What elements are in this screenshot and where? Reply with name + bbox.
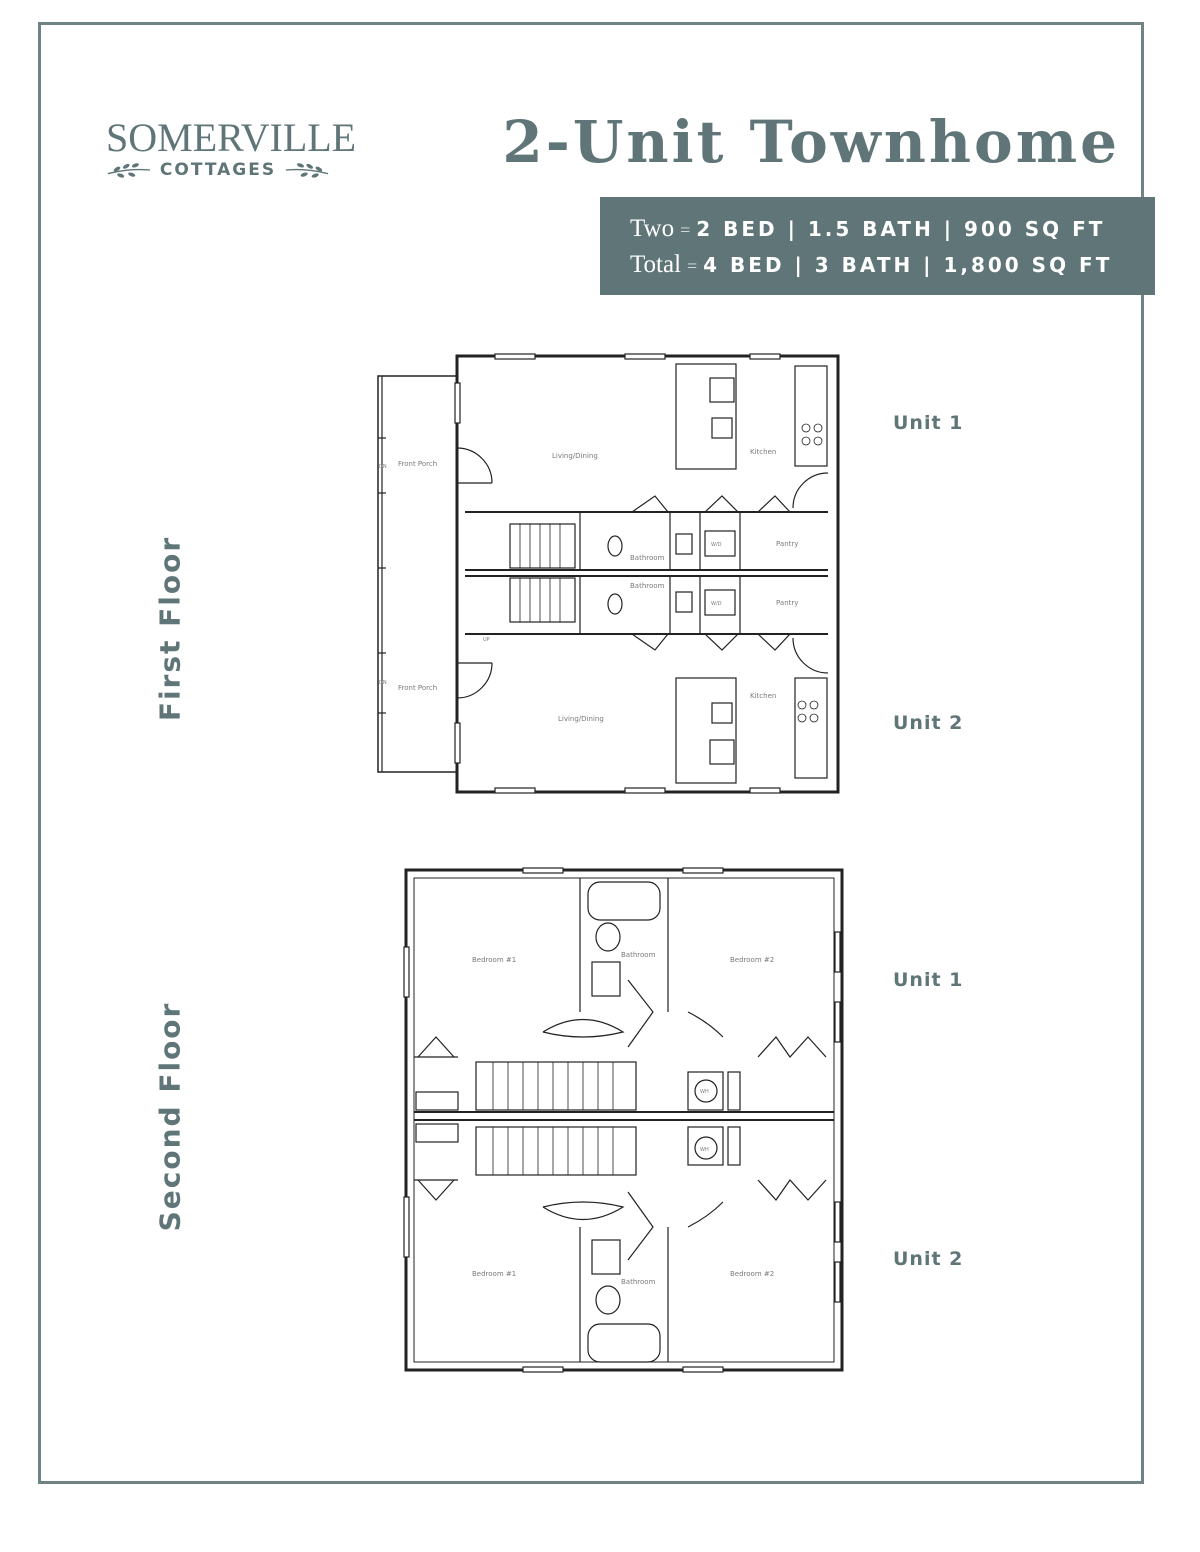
room-label-bathroom: Bathroom <box>621 951 656 959</box>
brand-subtitle: COTTAGES <box>159 160 277 180</box>
second-floor-label: Second Floor <box>153 1001 187 1232</box>
first-floor-unit1-label: Unit 1 <box>893 412 964 434</box>
stair-label-dn: DN <box>379 680 387 686</box>
room-label-bathroom: Bathroom <box>630 554 665 562</box>
right-sprig-icon <box>284 160 330 180</box>
room-label-bedroom2: Bedroom #2 <box>730 956 775 964</box>
room-label-kitchen: Kitchen <box>750 692 777 700</box>
stair-label-up: UP <box>483 637 490 643</box>
room-label-bedroom2: Bedroom #2 <box>730 1270 775 1278</box>
room-label-bathroom: Bathroom <box>621 1278 656 1286</box>
second-floor-unit1-label: Unit 1 <box>893 969 964 991</box>
spec-value: 4 BED | 3 BATH | 1,800 SQ FT <box>703 253 1113 277</box>
room-label-living-dining: Living/Dining <box>552 452 598 460</box>
room-label-bedroom1: Bedroom #1 <box>472 956 517 964</box>
appliance-label-wd: W/D <box>711 601 722 607</box>
spec-row-total: Total = 4 BED | 3 BATH | 1,800 SQ FT <box>630 251 1113 278</box>
appliance-label-wh: WH <box>700 1147 709 1153</box>
room-label-bathroom: Bathroom <box>630 582 665 590</box>
first-floor-unit2-label: Unit 2 <box>893 712 964 734</box>
spec-row-unit: Two = 2 BED | 1.5 BATH | 900 SQ FT <box>630 215 1106 242</box>
specs-banner <box>600 197 1155 295</box>
second-floor-unit2-label: Unit 2 <box>893 1248 964 1270</box>
room-label-front-porch: Front Porch <box>398 684 438 692</box>
brand-logo <box>106 115 357 180</box>
first-floor-label: First Floor <box>153 535 187 722</box>
room-label-pantry: Pantry <box>776 540 799 548</box>
appliance-label-wh: WH <box>700 1089 709 1095</box>
first-floor-plan <box>370 348 850 798</box>
room-label-kitchen: Kitchen <box>750 448 777 456</box>
spec-label: Two <box>630 215 675 242</box>
room-label-front-porch: Front Porch <box>398 460 438 468</box>
stair-label-dn: DN <box>379 464 387 470</box>
appliance-label-wd: W/D <box>711 542 722 548</box>
room-label-living-dining: Living/Dining <box>558 715 604 723</box>
room-label-bedroom1: Bedroom #1 <box>472 1270 517 1278</box>
spec-label: Total <box>630 251 682 278</box>
second-floor-plan <box>398 862 850 1377</box>
page-title: 2-Unit Townhome <box>502 108 1120 176</box>
spec-value: 2 BED | 1.5 BATH | 900 SQ FT <box>696 217 1106 241</box>
brand-name: SOMERVILLE <box>106 115 357 160</box>
left-sprig-icon <box>106 160 152 180</box>
room-label-pantry: Pantry <box>776 599 799 607</box>
